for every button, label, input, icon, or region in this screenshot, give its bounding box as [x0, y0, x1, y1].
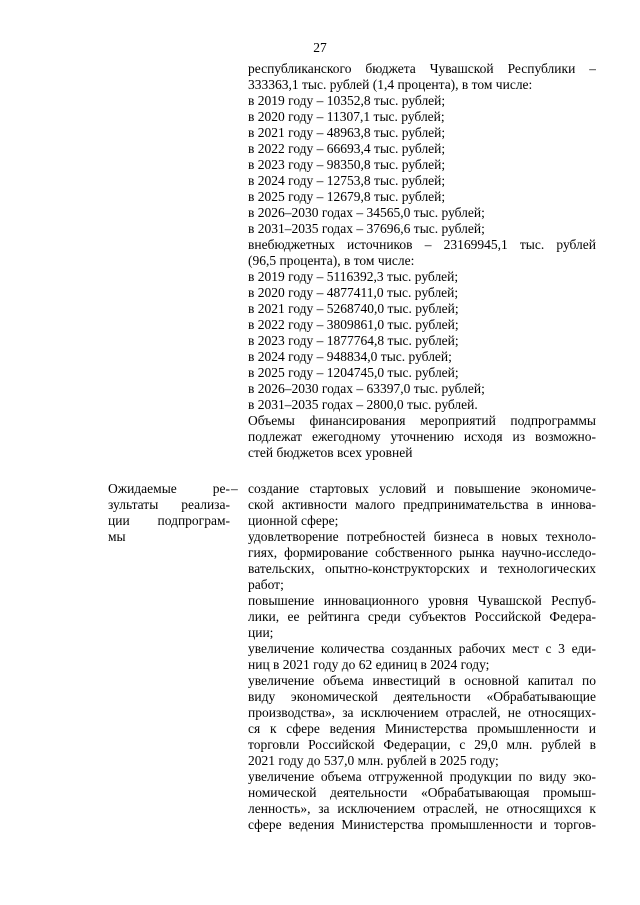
- text-line: повышение инновационного уровня Чувашской Респуб-: [248, 593, 596, 608]
- text-line: в 2024 году – 948834,0 тыс. рублей;: [248, 349, 452, 364]
- text-line: в 2026–2030 годах – 34565,0 тыс. рублей;: [248, 205, 485, 220]
- text-line: в 2019 году – 5116392,3 тыс. рублей;: [248, 269, 459, 284]
- label-dash: –: [231, 481, 238, 496]
- text-line: ской активности малого предпринимательства в иннова-: [248, 497, 596, 512]
- text-line: в 2021 году – 5268740,0 тыс. рублей;: [248, 301, 459, 316]
- text-line: ционной сфере;: [248, 513, 339, 528]
- text-line: в 2023 году – 98350,8 тыс. рублей;: [248, 157, 446, 172]
- text-line: внебюджетных источников – 23169945,1 тыс. рублей: [248, 237, 596, 252]
- text-line: ниц в 2021 году до 62 единиц в 2024 году;: [248, 657, 490, 672]
- text-line: в 2031–2035 годах – 37696,6 тыс. рублей;: [248, 221, 485, 236]
- text-line: производства», за исключением отраслей, не относящих-: [248, 705, 596, 720]
- text-line: виду экономической деятельности «Обрабатывающие: [248, 689, 596, 704]
- text-line: в 2021 году – 48963,8 тыс. рублей;: [248, 125, 446, 140]
- funding-text-block: [248, 61, 596, 461]
- expected-results-text-block: [248, 481, 596, 833]
- text-line: в 2020 году – 11307,1 тыс. рублей;: [248, 109, 445, 124]
- text-line: ленность», за исключением отраслей, не относящихся к: [248, 801, 596, 816]
- text-line: увеличение объема отгруженной продукции по виду эко-: [248, 769, 596, 784]
- text-line: удовлетворение потребностей бизнеса в новых техноло-: [248, 529, 596, 544]
- text-line: торговли Российской Федерации, с 29,0 млн. рублей в: [248, 737, 596, 752]
- expected-results-label: [108, 481, 230, 545]
- text-line: в 2026–2030 годах – 63397,0 тыс. рублей;: [248, 381, 485, 396]
- text-line: вательских, опытно-конструкторских и технологических: [248, 561, 596, 576]
- text-line: в 2024 году – 12753,8 тыс. рублей;: [248, 173, 446, 188]
- text-line: гиях, формирование собственного рынка научно-исследо-: [248, 545, 596, 560]
- text-line: увеличение количества созданных рабочих мест с 3 еди-: [248, 641, 596, 656]
- label-line: мы: [108, 529, 126, 544]
- text-line: в 2031–2035 годах – 2800,0 тыс. рублей.: [248, 397, 478, 412]
- text-line: Объемы финансирования мероприятий подпрограммы: [248, 413, 596, 428]
- label-line: зультаты реализа-: [108, 497, 230, 512]
- text-line: лики, ее рейтинга среди субъектов Российской Федера-: [248, 609, 596, 624]
- text-line: (96,5 процента), в том числе:: [248, 253, 415, 268]
- text-line: в 2020 году – 4877411,0 тыс. рублей;: [248, 285, 459, 300]
- text-line: подлежат ежегодному уточнению исходя из возможно-: [248, 429, 596, 444]
- text-line: 333363,1 тыс. рублей (1,4 процента), в том числе:: [248, 77, 533, 92]
- label-line: Ожидаемые ре-: [108, 481, 230, 496]
- text-line: стей бюджетов всех уровней: [248, 445, 413, 460]
- text-line: в 2022 году – 3809861,0 тыс. рублей;: [248, 317, 459, 332]
- text-line: сфере ведения Министерства промышленности и торгов-: [248, 817, 596, 832]
- text-line: 2021 году до 537,0 млн. рублей в 2025 году;: [248, 753, 499, 768]
- text-line: в 2023 году – 1877764,8 тыс. рублей;: [248, 333, 459, 348]
- text-line: работ;: [248, 577, 284, 592]
- text-line: в 2022 году – 66693,4 тыс. рублей;: [248, 141, 446, 156]
- text-line: в 2019 году – 10352,8 тыс. рублей;: [248, 93, 446, 108]
- page-number: 27: [313, 40, 327, 55]
- text-line: номической деятельности «Обрабатывающая промыш-: [248, 785, 596, 800]
- text-line: создание стартовых условий и повышение экономиче-: [248, 481, 596, 496]
- text-line: увеличение объема инвестиций в основной капитал по: [248, 673, 596, 688]
- text-line: в 2025 году – 1204745,0 тыс. рублей;: [248, 365, 459, 380]
- text-line: ции;: [248, 625, 274, 640]
- text-line: ся к сфере ведения Министерства промышленности и: [248, 721, 596, 736]
- label-line: ции подпрограм-: [108, 513, 230, 528]
- text-line: республиканского бюджета Чувашской Республики –: [248, 61, 596, 76]
- text-line: в 2025 году – 12679,8 тыс. рублей;: [248, 189, 446, 204]
